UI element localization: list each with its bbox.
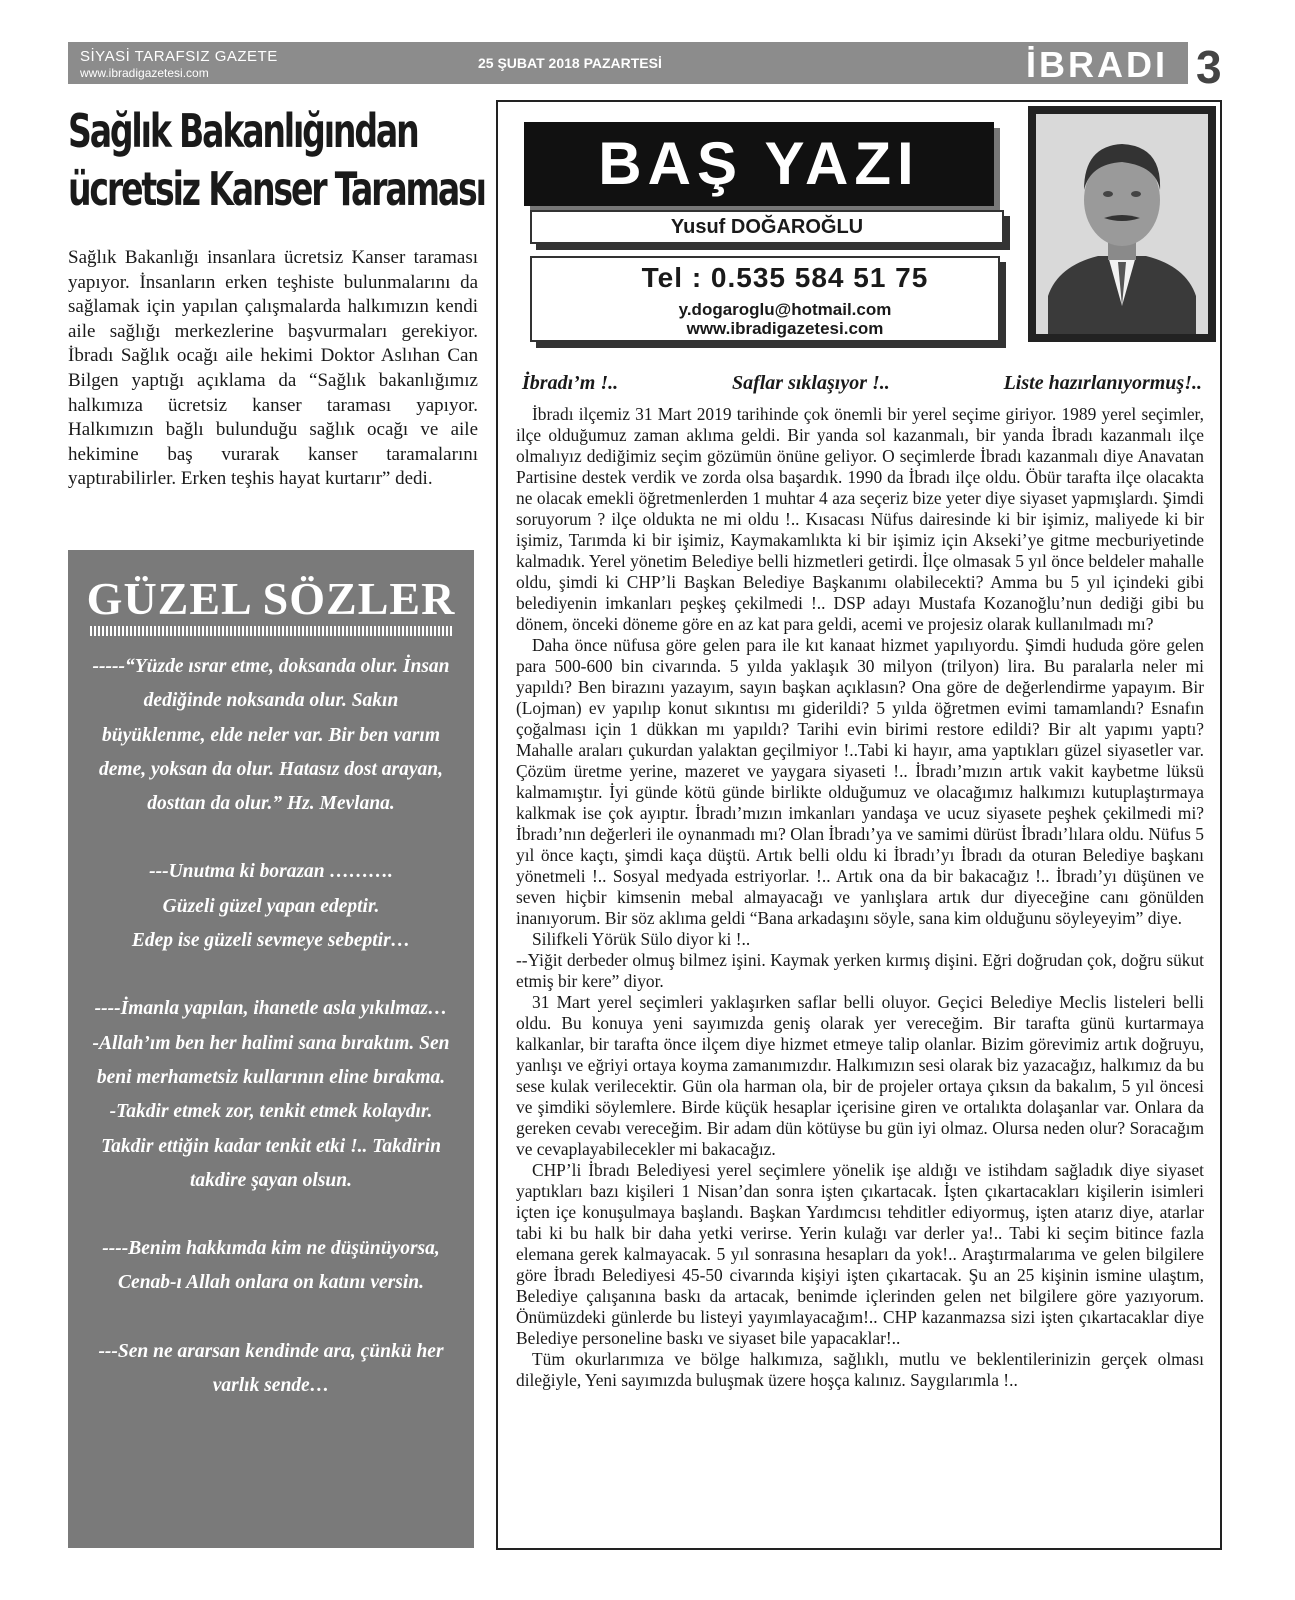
quotes-text [90, 650, 452, 1403]
contact-website: www.ibradigazetesi.com [686, 319, 884, 338]
quote-3c: -Takdir etmek zor, tenkit etmek kolaydır. Takdir ettiğin kadar tenkit etki !.. Takdirin takdire şayan olsun. [101, 1101, 441, 1191]
subhead-1: İbradı’m !.. [522, 372, 619, 394]
masthead: İBRADI [1026, 44, 1168, 85]
contact-links [532, 300, 998, 338]
paragraph-6: CHP’li İbradı Belediyesi yerel seçimlere yönelik işe aldığı ve istihdam sağladık diye siyaset yaptıkları bazı kişileri 1 Nisan’dan sonra işten çıkartacak. İşten çıkartacakları kişilerin isimleri içten içe konuşulmaya başlandı. Başkan Yardımcısı tehditler ediyormuş, işten atarız diye, atarlar tabi ki bu halk bir daha yetki verirse. Yerin kulağı var derler ya!.. Tabi ki seçim bitince fazla elemana gerek kalmayacak. 5 yıl sonrasına hesapları da yok!.. Araştırmalarıma ve gelen bilgilere göre İbradı Belediyesi 45-50 civarında kişiyi işten çıkartacak. Şu an 25 kişinin ismine ulaştım, Belediye çalışanına baskı da artacak, benimde içlerinden gelen net bilgilere göre yazıyorum. Önümüzdeki günlerde bu listeyi yayımlayacağım!.. CHP kazanmazsa sizi işten çıkartacaklar diye Belediye personeline baskı ve siyaset bile yapacaklar!.. [516, 1160, 1204, 1348]
quotes-divider [90, 626, 452, 636]
quote-1: -----“Yüzde ısrar etme, doksanda olur. İnsan dediğinde noksanda olur. Sakın büyüklenme, elde neler var. Bir ben varım deme, yoksan da olur. Hatasız dost arayan, dosttan da olur.” Hz. Mevlana. [92, 656, 450, 815]
paragraph-5: 31 Mart yerel seçimleri yaklaşırken saflar belli oluyor. Geçici Belediye Meclis listeleri belli oldu. Bu konuya yeni sayımızda geniş olarak yer vereceğim. Bir tarafta günü kurtarmaya kalkanlar, bir tarafta önce ilçem diye hizmet etmeye talip olanlar. Bizim görevimiz artık doğruyu, yanlışı ve eğriyi ortaya koyma zamanımızdır. Halkımızın sesi olarak biz yazacağız, halkımız da bu sese kulak verilecektir. Gün ola harman ola, bir de projeler ortaya çıksın da bakalım, 5 yıl öncesi ve şimdiki söylemlere. Birde küçük hesaplar içerisine giren ve ortalıkta dolaşanlar var. Onlara da gereken cevabı vereceğim. Bir adam dün kötüyse bu gün iyi olmaz. Olursa neden olur? Soracağım ve cevaplayabilecekler mi bakacağız. [516, 992, 1204, 1159]
quote-2c: Edep ise güzeli sevmeye sebeptir… [131, 930, 411, 952]
editorial-column [496, 100, 1222, 1550]
quote-3a: ----İmanla yapılan, ihanetle asla yıkılmaz… [94, 998, 448, 1020]
left-article-body: Sağlık Bakanlığı insanlara ücretsiz Kanser taraması yapıyor. İnsanların erken teşhiste bulunmalarını da sağlamak için yapılan çalışmalarda halkımızın kendi aile sağlığı merkezlerine başvurmaları gerekiyor. İbradı Sağlık ocağı aile hekimi Doktor Aslıhan Can Bilgen yaptığı açıklama da “Sağlık bakanlığımız halkımıza ücretsiz kanser taraması yapıyor. Halkımızın bağlı bulunduğu sağlık ocağı ve aile hekimine baş vurarak kanser taramalarını yaptırabilirler. Erken teşhis hayat kurtarır” dedi. [68, 247, 478, 490]
paragraph-2: Daha önce nüfusa göre gelen para ile kıt kanaat hizmet yapılıyordu. Şimdi hududa göre gelen para 500-600 bin civarında. 5 yılda yaklaşık 30 milyon (trilyon) lira. Bu paralarla neler mi yapıldı? Ben birazını yazayım, sayın başkan açıklasın? Ona göre de değerlendirme yapayım. Bir (Lojman) ev yapılıp konut sıkıntısı mı giderildi? 5 yılda öğretmen evimi tamamlandı? Esnafın çoğalması için 1 dükkan mı yapıldı? Tarihi evin birimi restore edildi? Bir alt yapımı yaptı? Mahalle araları çukurdan yalaktan geçilmiyor !..Tabi ki hayır, ama yaptıkları güzel siyasetler var. Çözüm üretme yerine, mazeret ve yaygara siyaseti !.. İbradı’mızın artık vakit kaybetme lüksü kalmamıştır. İyi günde kötü günde birlikte olduğumuz ve olacağımız halkımızı kutuplaştırmaya kalkmak ise çok ayıptır. İbradı’mızın imkanları yandaşa ve ucuz siyasete peşhek çekilmedi mi? İbradı’nın değerleri ile oynanmadı mı? Olan İbradı’ya ve samimi dürüst İbradı’lılara oldu. Nüfus 5 yıl önce kaçtı, şimdi kaça düştü. Artık belli oldu ki İbradı’yı İbradı da oturan Belediye başkanı yönetmeli !.. Sosyal medyada estriyorlar. !.. Artık ona da bir bakacağız !.. İbradı’yı düşünen ve seven hiçbir kimsenin mebal almayacağı ve yanlışlara artık dur diyeceğine canı gönülden inanıyorum. Bir söz aklıma geldi “Bana arkadaşını söyle, sana kim olduğunu söyleyeyim” diye. [516, 635, 1204, 928]
column-subheads [522, 372, 1202, 395]
subhead-3: Liste hazırlanıyormuş!.. [1003, 372, 1202, 394]
quotes-title: GÜZEL SÖZLER [86, 573, 456, 624]
paragraph-3: Silifkeli Yörük Sülo diyor ki !.. [532, 929, 751, 949]
quote-3b: -Allah’ım ben her halimi sana bıraktım. Sen beni merhametsiz kullarının eline bırakma. [92, 1032, 450, 1088]
paper-tagline: SİYASİ TARAFSIZ GAZETE [80, 48, 278, 65]
page-number: 3 [1196, 41, 1222, 93]
contact-phone: Tel : 0.535 584 51 75 [641, 262, 929, 293]
quote-5: ---Sen ne ararsan kendinde ara, çünkü her varlık sende… [98, 1340, 444, 1397]
paragraph-4: --Yiğit derbeder olmuş bilmez işini. Kaymak yerken kırmış dişini. Eğri doğrudan çok, doğru sükut etmiş bir kere” diyor. [516, 950, 1204, 991]
column-author: Yusuf DOĞAROĞLU [530, 210, 1004, 244]
contact-box [530, 256, 1000, 342]
quote-2b: Güzeli güzel yapan edeptir. [162, 895, 380, 917]
top-bar [68, 42, 1188, 84]
author-photo [1028, 106, 1216, 342]
headline-line-2: ücretsiz Kanser Taraması [68, 162, 485, 216]
issue-date: 25 ŞUBAT 2018 PAZARTESİ [478, 55, 662, 71]
paragraph-7: Tüm okurlarımıza ve bölge halkımıza, sağlıklı, mutlu ve beklentilerinizin gerçek olması dileğiyle, Yeni sayımızda buluşmak üzere hoşça kalınız. Saygılarımla !.. [516, 1349, 1204, 1390]
column-body [516, 404, 1204, 1391]
subhead-2: Saflar sıklaşıyor !.. [731, 372, 890, 394]
left-headline [68, 102, 485, 218]
headline-line-1: Sağlık Bakanlığından [68, 104, 418, 158]
quote-4: ----Benim hakkımda kim ne düşünüyorsa, Cenab-ı Allah onlara on katını versin. [102, 1238, 440, 1294]
contact-email: y.dogaroglu@hotmail.com [678, 300, 892, 319]
paragraph-1: İbradı ilçemiz 31 Mart 2019 tarihinde çok önemli bir yerel seçime giriyor. 1989 yerel seçimler, ilçe olduğumuz zaman aklıma geldi. Bir yanda sol kazanmalı, bir yanda İbradı kazanmalı ilçe olmalıyız dediğimiz seçim gözümün önüne geliyor. O seçimlerde İbradı kazanmalı diye Anavatan Partisine destek verdik ve zorda olsa başardık. 1990 da İbradı ilçe oldu. Öbür tarafta ilçe olacakta ne olacak emekli öğretmenlerden 1 muhtar 4 aza seçeriz bize yeter diye siyaset yapmışlardı. Şimdi soruyorum ? ilçe oldukta ne mi oldu !.. Kısacası Nüfus dairesinde ki bir işimiz, maliyede ki bir işimiz, Tarımda ki bir işimiz, Kaymakamlıkta ki bir işimiz için Akseki’ye gitme mecburiyetinde kalmadık. Yerel yönetim Belediye belli hizmetleri getirdi. İlçe olmasak 5 yıl önce beldeler mahalle oldu, şimdi ki CHP’li Başkan Belediye Başkanımı olabilecekti? Amma bu 5 yıl içindeki gibi belediyenin imkanları peşkeş çekilmedi !.. DSP adayı Mustafa Kozanoğlu’nun dediği gibi bu dönem, önceki döneme göre en az kat para geldi, acemi ve projesiz olarak kullanılmadı mı? [516, 404, 1204, 634]
quotes-box [68, 550, 474, 1548]
paper-url: www.ibradigazetesi.com [80, 66, 209, 80]
column-title: BAŞ YAZI [524, 122, 994, 206]
quote-2a: ---Unutma ki borazan ………. [149, 861, 393, 883]
